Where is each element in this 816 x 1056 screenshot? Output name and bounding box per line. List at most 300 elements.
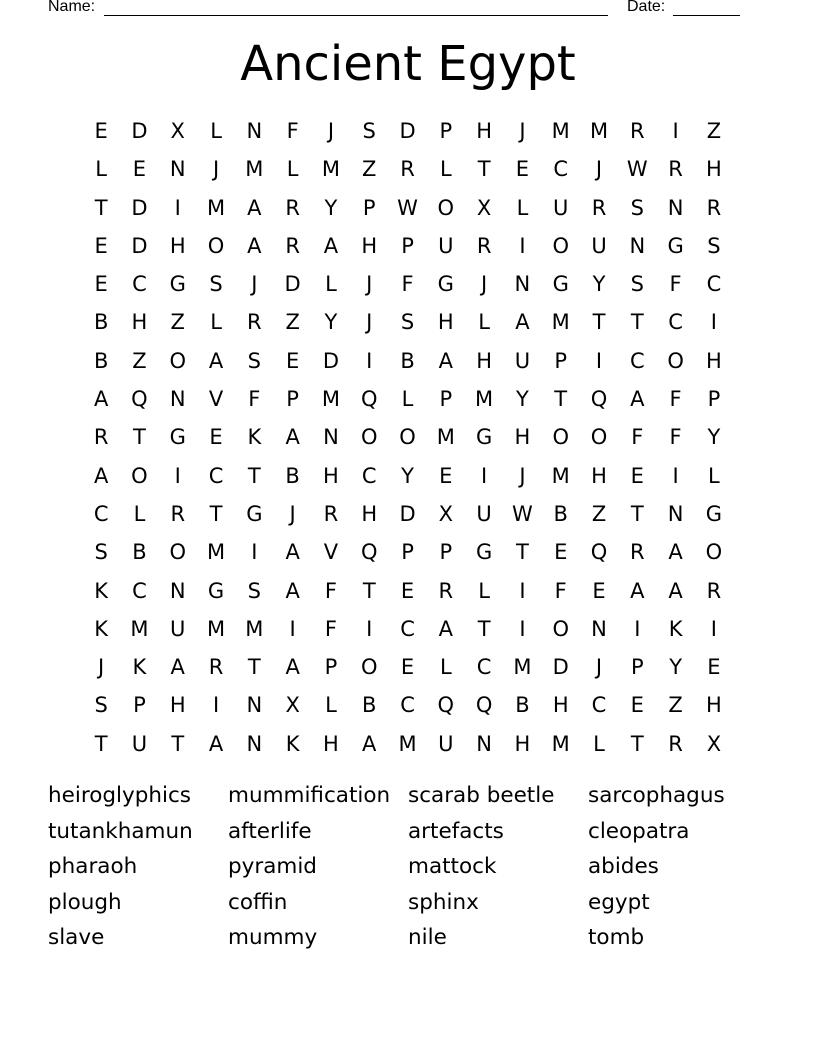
grid-letter: U — [591, 233, 607, 258]
grid-letter: L — [478, 310, 490, 335]
grid-letter: Z — [668, 693, 683, 718]
grid-letter: O — [705, 540, 723, 565]
grid-letter: C — [400, 616, 415, 641]
grid-letter: A — [323, 233, 339, 258]
grid-letter: U — [476, 501, 492, 526]
grid-letter: E — [707, 655, 721, 680]
grid-letter: J — [212, 157, 220, 182]
grid-row — [82, 189, 733, 227]
grid-letter: I — [174, 195, 181, 220]
grid-letter: E — [400, 655, 415, 680]
grid-letter: X — [706, 731, 722, 756]
grid-letter: K — [247, 425, 262, 450]
grid-letter: J — [595, 157, 603, 182]
grid-letter: I — [251, 540, 258, 565]
grid-letter: L — [439, 655, 452, 680]
grid-letter: E — [554, 540, 568, 565]
grid-letter: R — [247, 310, 262, 335]
grid-letter: N — [169, 578, 186, 603]
grid-letter: L — [439, 157, 452, 182]
grid-letter: O — [590, 425, 608, 450]
grid-letter: D — [131, 195, 148, 220]
grid-letter: J — [595, 655, 603, 680]
grid-letter: L — [478, 578, 490, 603]
grid-letter: Q — [131, 387, 148, 412]
grid-letter: I — [672, 463, 679, 488]
grid-row — [82, 533, 733, 571]
grid-letter: C — [476, 655, 492, 680]
grid-letter: U — [131, 731, 148, 756]
grid-letter: S — [630, 195, 644, 220]
grid-letter: H — [169, 693, 186, 718]
grid-letter: D — [552, 655, 569, 680]
grid-letter: I — [212, 693, 220, 718]
grid-letter: A — [247, 195, 262, 220]
grid-letter: S — [630, 272, 644, 297]
grid-letter: D — [131, 119, 148, 143]
word-bank-item: sphinx — [408, 889, 479, 915]
grid-letter: D — [399, 501, 416, 526]
grid-letter: L — [210, 119, 222, 143]
grid-letter: L — [325, 272, 337, 297]
grid-letter: G — [169, 425, 186, 450]
word-bank-item: sarcophagus — [588, 783, 725, 808]
grid-letter: E — [94, 233, 108, 258]
grid-letter: M — [398, 731, 417, 756]
grid-letter: I — [634, 616, 641, 641]
grid-letter: U — [170, 616, 186, 641]
grid-letter: G — [207, 578, 225, 603]
grid-letter: C — [93, 501, 109, 526]
grid-letter: H — [323, 463, 339, 488]
grid-letter: M — [206, 540, 226, 565]
grid-letter: O — [360, 655, 378, 680]
grid-letter: T — [630, 310, 644, 335]
grid-letter: O — [667, 348, 684, 373]
name-label: Name: — [48, 0, 96, 15]
grid-letter: H — [131, 310, 148, 335]
grid-letter: A — [438, 616, 453, 641]
grid-letter: S — [209, 272, 223, 297]
grid-letter: R — [706, 195, 722, 220]
grid-letter: P — [324, 655, 338, 680]
grid-letter: B — [93, 310, 109, 335]
grid-letter: R — [438, 578, 454, 603]
grid-letter: I — [366, 616, 373, 641]
grid-row — [82, 303, 733, 341]
grid-letter: A — [208, 348, 224, 373]
grid-letter: Z — [132, 348, 147, 373]
grid-letter: E — [630, 693, 644, 718]
grid-letter: Y — [324, 310, 338, 335]
grid-letter: C — [668, 310, 683, 335]
grid-letter: R — [630, 119, 645, 143]
grid-letter: O — [360, 425, 378, 450]
grid-letter: I — [519, 233, 526, 258]
grid-letter: Y — [707, 425, 721, 450]
grid-letter: C — [706, 272, 722, 297]
grid-letter: F — [324, 616, 337, 641]
grid-row — [82, 150, 733, 188]
grid-letter: L — [516, 195, 529, 220]
grid-letter: X — [170, 119, 185, 143]
grid-letter: R — [668, 157, 683, 182]
grid-letter: X — [438, 501, 454, 526]
grid-letter: R — [170, 501, 186, 526]
grid-letter: A — [285, 655, 300, 680]
grid-letter: R — [668, 731, 683, 756]
grid-letter: Q — [437, 693, 455, 718]
word-bank-item: mummy — [228, 925, 318, 951]
grid-letter: U — [438, 731, 454, 756]
grid-letter: Z — [285, 310, 300, 335]
grid-letter: Z — [362, 157, 377, 182]
grid-letter: H — [361, 233, 378, 258]
grid-letter: R — [706, 578, 722, 603]
grid-letter: E — [94, 119, 108, 143]
grid-letter: G — [475, 425, 493, 450]
grid-letter: E — [592, 578, 606, 603]
word-bank-item: pharaoh — [48, 854, 138, 880]
grid-letter: H — [169, 233, 186, 258]
grid-row — [82, 418, 733, 456]
word-bank-item: egypt — [588, 889, 650, 915]
name-blank-line — [104, 15, 608, 16]
grid-letter: R — [476, 233, 492, 258]
grid-letter: T — [362, 578, 376, 603]
word-bank-item: coffin — [228, 889, 288, 915]
grid-letter: U — [438, 233, 454, 258]
grid-letter: D — [399, 119, 416, 143]
grid-letter: S — [247, 578, 261, 603]
grid-letter: T — [94, 731, 108, 756]
grid-letter: R — [323, 501, 339, 526]
word-bank-item: artefacts — [408, 818, 504, 844]
grid-letter: J — [481, 272, 488, 297]
grid-letter: R — [285, 195, 300, 220]
grid-letter: F — [248, 387, 261, 412]
grid-letter: O — [437, 195, 455, 220]
grid-letter: K — [285, 731, 300, 756]
grid-row — [82, 495, 733, 533]
grid-letter: R — [208, 655, 224, 680]
word-bank-item: slave — [48, 925, 105, 951]
grid-letter: M — [436, 425, 455, 450]
grid-letter: F — [401, 272, 414, 297]
grid-letter: C — [553, 157, 569, 182]
grid-letter: T — [554, 387, 568, 412]
grid-letter: Y — [592, 272, 606, 297]
grid-letter: I — [289, 616, 296, 641]
grid-letter: Q — [590, 387, 608, 412]
grid-letter: J — [327, 119, 335, 143]
grid-letter: M — [130, 616, 149, 641]
grid-letter: Y — [324, 195, 338, 220]
grid-row — [82, 227, 733, 265]
grid-letter: N — [323, 425, 339, 450]
grid-letter: T — [630, 731, 644, 756]
grid-letter: M — [475, 387, 494, 412]
grid-letter: X — [285, 693, 300, 718]
grid-letter: D — [322, 348, 340, 373]
grid-letter: F — [286, 119, 299, 143]
grid-letter: Q — [475, 693, 493, 718]
grid-letter: H — [706, 157, 722, 182]
grid-letter: Z — [170, 310, 185, 335]
grid-letter: A — [170, 655, 185, 680]
grid-letter: M — [206, 616, 226, 641]
grid-letter: B — [132, 540, 147, 565]
grid-letter: N — [667, 501, 684, 526]
grid-letter: P — [439, 540, 453, 565]
grid-letter: O — [552, 425, 569, 450]
grid-letter: W — [397, 195, 418, 220]
grid-row — [82, 610, 733, 648]
grid-letter: S — [247, 348, 261, 373]
grid-letter: O — [552, 616, 569, 641]
grid-letter: B — [93, 348, 109, 373]
grid-letter: C — [400, 693, 415, 718]
grid-letter: E — [94, 272, 108, 297]
grid-letter: T — [94, 195, 108, 220]
grid-letter: N — [169, 157, 186, 182]
grid-letter: H — [514, 731, 531, 756]
grid-letter: T — [133, 425, 146, 450]
grid-letter: M — [551, 310, 570, 335]
date-label: Date: — [627, 0, 666, 15]
grid-letter: Q — [360, 387, 378, 412]
grid-letter: I — [481, 463, 488, 488]
grid-letter: B — [515, 693, 530, 718]
grid-row — [82, 265, 733, 303]
grid-letter: L — [133, 501, 146, 526]
grid-letter: I — [519, 616, 526, 641]
grid-letter: I — [710, 616, 717, 641]
grid-row — [82, 112, 733, 150]
grid-letter: L — [325, 693, 337, 718]
grid-letter: A — [668, 578, 683, 603]
grid-row — [82, 457, 733, 495]
word-bank-item: cleopatra — [588, 818, 690, 844]
grid-letter: I — [672, 119, 679, 143]
grid-letter: L — [708, 463, 720, 488]
grid-letter: N — [246, 119, 263, 143]
word-bank-item: afterlife — [228, 818, 312, 844]
grid-letter: A — [630, 387, 645, 412]
grid-letter: C — [361, 463, 377, 488]
grid-row — [82, 342, 733, 380]
grid-letter: A — [93, 387, 109, 412]
word-bank-item: mattock — [408, 854, 497, 880]
grid-letter: T — [630, 501, 644, 526]
grid-letter: H — [323, 731, 339, 756]
grid-row — [82, 686, 733, 724]
grid-letter: O — [399, 425, 416, 450]
word-bank-item: abides — [588, 854, 659, 880]
grid-letter: N — [246, 693, 263, 718]
grid-letter: H — [552, 693, 569, 718]
word-bank-item: heiroglyphics — [48, 783, 191, 808]
grid-letter: M — [245, 157, 264, 182]
grid-letter: Y — [516, 387, 529, 412]
grid-letter: P — [401, 540, 414, 565]
grid-letter: I — [595, 348, 603, 373]
grid-letter: L — [401, 387, 414, 412]
grid-letter: J — [366, 272, 373, 297]
grid-letter: K — [668, 616, 683, 641]
grid-letter: P — [133, 693, 146, 718]
grid-letter: G — [437, 272, 454, 297]
grid-letter: H — [514, 425, 531, 450]
grid-letter: A — [247, 233, 262, 258]
grid-letter: E — [209, 425, 223, 450]
grid-letter: N — [629, 233, 646, 258]
grid-letter: H — [361, 501, 378, 526]
grid-letter: N — [476, 731, 492, 756]
grid-letter: E — [285, 348, 300, 373]
grid-letter: R — [591, 195, 607, 220]
grid-letter: N — [246, 731, 263, 756]
grid-letter: U — [514, 348, 531, 373]
grid-letter: S — [94, 540, 108, 565]
grid-letter: J — [519, 463, 526, 488]
word-bank-item: plough — [48, 889, 122, 915]
grid-letter: P — [362, 195, 376, 220]
grid-letter: J — [289, 501, 296, 526]
grid-letter: F — [669, 387, 682, 412]
grid-letter: F — [324, 578, 337, 603]
grid-letter: M — [551, 463, 570, 488]
grid-letter: L — [286, 157, 299, 182]
grid-letter: F — [631, 425, 644, 450]
grid-letter: X — [476, 195, 492, 220]
grid-letter: W — [626, 157, 648, 182]
grid-letter: G — [169, 272, 186, 297]
grid-letter: N — [591, 616, 607, 641]
grid-letter: M — [206, 195, 226, 220]
grid-letter: W — [512, 501, 533, 526]
grid-letter: P — [554, 348, 568, 373]
grid-letter: C — [591, 693, 607, 718]
grid-letter: P — [401, 233, 414, 258]
grid-letter: H — [476, 348, 493, 373]
word-bank-item: tomb — [588, 925, 645, 951]
grid-letter: C — [132, 578, 147, 603]
grid-letter: P — [439, 119, 453, 143]
grid-letter: L — [95, 157, 107, 182]
grid-letter: J — [98, 655, 105, 680]
grid-letter: T — [477, 616, 491, 641]
grid-letter: A — [285, 425, 300, 450]
grid-letter: F — [669, 272, 682, 297]
grid-letter: M — [321, 157, 340, 182]
word-bank-item: tutankhamun — [48, 818, 193, 844]
grid-letter: J — [366, 310, 373, 335]
grid-letter: B — [285, 463, 300, 488]
grid-letter: M — [245, 616, 264, 641]
grid-letter: P — [630, 655, 644, 680]
grid-letter: L — [210, 310, 222, 335]
grid-letter: O — [169, 348, 186, 373]
grid-row — [82, 572, 733, 610]
grid-letter: G — [552, 272, 569, 297]
grid-letter: I — [174, 463, 181, 488]
word-bank — [48, 778, 768, 956]
grid-letter: G — [705, 501, 723, 526]
grid-letter: S — [94, 693, 108, 718]
grid-letter: D — [284, 272, 301, 297]
word-bank-item: scarab beetle — [408, 783, 555, 808]
grid-letter: H — [476, 119, 493, 143]
grid-letter: J — [251, 272, 258, 297]
grid-letter: I — [366, 348, 373, 373]
grid-letter: G — [667, 233, 684, 258]
grid-letter: E — [439, 463, 453, 488]
grid-letter: P — [439, 387, 453, 412]
date-blank-line — [673, 15, 740, 16]
grid-letter: H — [591, 463, 607, 488]
grid-letter: A — [362, 731, 377, 756]
grid-letter: A — [438, 348, 453, 373]
grid-letter: M — [551, 731, 570, 756]
page-title: Ancient Egypt — [240, 36, 576, 92]
grid-letter: H — [706, 348, 722, 373]
grid-letter: C — [629, 348, 645, 373]
grid-letter: J — [519, 119, 526, 143]
grid-letter: T — [247, 655, 261, 680]
grid-letter: P — [286, 387, 299, 412]
grid-letter: R — [285, 233, 300, 258]
word-bank-item: nile — [408, 925, 447, 951]
grid-letter: U — [553, 195, 569, 220]
grid-letter: M — [321, 387, 340, 412]
grid-letter: A — [515, 310, 530, 335]
grid-letter: R — [93, 425, 109, 450]
grid-letter: E — [400, 578, 415, 603]
grid-letter: O — [169, 540, 186, 565]
grid-letter: D — [131, 233, 148, 258]
grid-letter: F — [554, 578, 567, 603]
grid-letter: H — [437, 310, 454, 335]
grid-letter: H — [706, 693, 722, 718]
grid-letter: V — [323, 540, 339, 565]
grid-letter: T — [516, 540, 529, 565]
grid-letter: E — [515, 157, 530, 182]
grid-row — [82, 648, 733, 686]
grid-letter: V — [208, 387, 224, 412]
grid-letter: K — [132, 655, 147, 680]
grid-letter: A — [668, 540, 683, 565]
grid-letter: R — [630, 540, 645, 565]
grid-letter: K — [94, 616, 109, 641]
grid-letter: I — [710, 310, 717, 335]
grid-letter: Y — [669, 655, 683, 680]
grid-letter: K — [94, 578, 109, 603]
grid-letter: C — [208, 463, 224, 488]
grid-letter: C — [132, 272, 147, 297]
grid-letter: B — [553, 501, 568, 526]
grid-letter: A — [285, 540, 300, 565]
grid-letter: P — [707, 387, 721, 412]
grid-letter: O — [207, 233, 225, 258]
grid-letter: Y — [401, 463, 414, 488]
grid-letter: L — [593, 731, 605, 756]
grid-letter: R — [400, 157, 415, 182]
grid-letter: A — [285, 578, 300, 603]
grid-letter: A — [208, 731, 224, 756]
grid-letter: E — [132, 157, 147, 182]
grid-letter: B — [400, 348, 415, 373]
